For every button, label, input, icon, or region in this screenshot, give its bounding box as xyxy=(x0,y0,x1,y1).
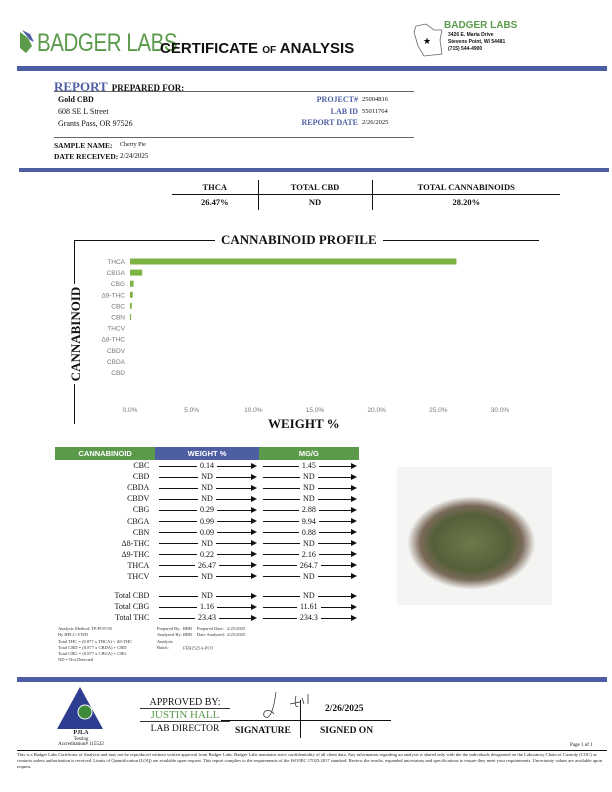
labid-label: LAB ID xyxy=(330,106,358,116)
lab-address1: 3426 E. Maria Drive xyxy=(448,32,494,38)
cannabinoid-name: CBC xyxy=(133,461,150,471)
bar-CBN xyxy=(130,314,131,320)
cannabinoid-name: Δ9-THC xyxy=(121,549,150,559)
sample-name: Cherry Pie xyxy=(120,142,146,148)
weight-value: 1.16 xyxy=(197,602,217,611)
note-line: Total CBD = (0.877 x CBDA) + CBD xyxy=(58,644,127,650)
mg-per-g xyxy=(259,515,359,526)
table-row xyxy=(55,460,359,471)
analyzed-date-label: Date Analyzed: xyxy=(197,632,225,638)
mg-value: ND xyxy=(300,572,318,581)
y-tick-label: CBGA xyxy=(106,270,125,278)
mg-per-g xyxy=(259,590,359,601)
note-line: Total THC = (0.877 x THCA) + Δ9-THC xyxy=(58,638,133,644)
approver-name: JUSTIN HALL xyxy=(140,709,230,722)
weight-percent xyxy=(155,612,258,623)
mg-per-g xyxy=(259,560,359,571)
analyzed-by-label: Analyzed By: xyxy=(157,632,182,638)
testing-text: Testing xyxy=(73,736,89,742)
x-tick-label: 30.0% xyxy=(490,407,510,414)
prepared-date: 2/25/2025 xyxy=(227,626,246,631)
weight-percent xyxy=(155,515,258,526)
y-tick-label: THCV xyxy=(107,325,125,333)
weight-value: ND xyxy=(198,472,216,481)
signed-on-label: SIGNED ON xyxy=(320,726,374,736)
logo-text: BADGER LABS xyxy=(37,29,178,57)
results-table xyxy=(55,447,359,623)
col-header: MG/G xyxy=(298,449,319,458)
mg-value: ND xyxy=(300,494,318,503)
cannabinoid-name: THCV xyxy=(127,571,150,581)
y-tick-label: CBD xyxy=(111,370,125,377)
mg-per-g xyxy=(259,527,359,538)
approved-by-label: APPROVED BY: xyxy=(140,697,230,709)
client-name: Gold CBD xyxy=(58,95,94,104)
note-line: Analysis Method: TP-POT-05 xyxy=(58,626,113,631)
mg-value: 0.88 xyxy=(299,528,319,537)
y-tick-label: CBG xyxy=(110,281,125,289)
divider xyxy=(300,700,301,738)
header-divider xyxy=(17,66,607,71)
footer-divider xyxy=(17,677,607,682)
summary-header: TOTAL CBD xyxy=(258,180,372,194)
mg-value: 264.7 xyxy=(297,561,321,570)
client-address2: Grants Pass, OR 97526 xyxy=(58,119,133,128)
weight-value: ND xyxy=(198,483,216,492)
cannabinoid-name: CBD xyxy=(132,472,150,482)
pjla-logo-icon xyxy=(55,685,105,735)
table-row xyxy=(55,538,359,549)
report-heading: REPORT PREPARED FOR: xyxy=(54,79,185,94)
chart-xlabel: WEIGHT % xyxy=(262,416,346,432)
cannabinoid-name: Δ8-THC xyxy=(121,538,150,548)
mg-value: ND xyxy=(300,483,318,492)
chart-title: CANNABINOID PROFILE xyxy=(215,232,383,248)
weight-percent xyxy=(155,482,258,493)
mg-per-g xyxy=(259,493,359,504)
note-line: ND = Not Detected xyxy=(58,657,94,663)
table-row xyxy=(55,590,359,601)
prepared-date-label: Prepared Date: xyxy=(197,626,224,631)
cannabinoid-name: Total CBD xyxy=(114,591,150,601)
mg-value: 1.45 xyxy=(299,461,319,470)
prepared-by-label: Prepared By: xyxy=(157,626,181,631)
lab-phone: (715) 544-4900 xyxy=(448,46,483,52)
y-tick-label: CBC xyxy=(111,303,125,311)
cannabinoid-name: CBG xyxy=(132,505,150,515)
report-date-label: REPORT DATE xyxy=(301,118,358,127)
report-date: 2/26/2025 xyxy=(362,119,389,126)
summary-header: TOTAL CANNABINOIDS xyxy=(417,181,515,192)
disclaimer: This is a Badger Labs Certificate of Analysis and may not be reproduced without written approval from Badger Labs. Badger Labs maintains strict confidentiality of all client data. Any information regarding an analysis is shared only with the the individuals designated on the Laboratory Chain of Custody (COC) as contacts unless authorization is received. Limits of Quantification (LOQ) are available upon request. This report complies to the requirements of the ISO/IEC 17025:2017 standard. Review the results, expanded uncertainty and specifications to ensure they meet your requirements. Uncertainty values are available upon request. xyxy=(17,752,602,770)
weight-value: ND xyxy=(198,572,216,581)
weight-percent xyxy=(155,590,258,601)
cannabinoid-name: CBN xyxy=(132,527,150,537)
accreditation: Accreditation# 115522 xyxy=(58,742,104,747)
table-row xyxy=(55,471,359,482)
y-tick-label: Δ9-THC xyxy=(101,292,125,300)
note-line: Total CBG = (0.877 x CBGA) + CBG xyxy=(58,651,127,657)
weight-percent xyxy=(155,549,258,560)
y-tick-label: CBDV xyxy=(106,347,125,355)
weight-value: ND xyxy=(198,494,216,503)
table-row xyxy=(55,504,359,515)
weight-value: 23.43 xyxy=(195,613,219,622)
project-label: PROJECT# xyxy=(316,95,358,104)
bar-CBG xyxy=(130,281,134,287)
mg-per-g xyxy=(259,601,359,612)
mg-value: 234.3 xyxy=(297,613,321,622)
approver-role: LAB DIRECTOR xyxy=(150,724,220,734)
mg-value: 9.94 xyxy=(299,517,319,526)
divider xyxy=(17,750,607,751)
weight-percent xyxy=(155,527,258,538)
table-row xyxy=(55,601,359,612)
batch: FEB2525A-POT xyxy=(183,644,214,650)
mg-per-g xyxy=(259,471,359,482)
cannabinoid-name: CBDV xyxy=(127,494,150,504)
sample-name-label: SAMPLE NAME: xyxy=(54,141,113,150)
table-row xyxy=(55,493,359,504)
weight-percent xyxy=(155,493,258,504)
lab-id: 55011764 xyxy=(362,107,388,115)
lab-address2: Stevens Point, WI 54481 xyxy=(448,39,506,45)
table-row xyxy=(55,560,359,571)
y-tick-label: Δ8-THC xyxy=(101,336,125,344)
chart-ylabel: CANNABINOID xyxy=(68,284,84,384)
signature-label: SIGNATURE xyxy=(235,726,291,736)
date-received-label: DATE RECEIVED: xyxy=(54,152,119,161)
weight-value: ND xyxy=(198,539,216,548)
wisconsin-map-icon xyxy=(412,22,446,58)
mg-value: ND xyxy=(300,539,318,548)
divider xyxy=(54,91,414,92)
weight-value: 0.99 xyxy=(197,517,217,526)
weight-percent xyxy=(155,601,258,612)
page-number: Page 1 of 1 xyxy=(570,743,593,748)
logo-icon xyxy=(18,30,34,54)
x-tick-label: 0.0% xyxy=(122,407,138,414)
bar-Δ9-THC xyxy=(130,292,133,298)
cannabinoid-name: Total THC xyxy=(115,613,150,623)
x-tick-label: 5.0% xyxy=(184,407,200,414)
mg-value: ND xyxy=(300,591,318,600)
col-header: CANNABINOID xyxy=(78,449,132,458)
x-tick-label: 10.0% xyxy=(244,407,263,414)
mg-per-g xyxy=(259,612,359,623)
bar-CBC xyxy=(130,303,132,309)
table-row xyxy=(55,571,359,582)
batch-label: Analysis Batch: xyxy=(157,638,173,650)
weight-value: 0.14 xyxy=(197,461,217,470)
analyzed-date: 2/25/2025 xyxy=(227,632,246,638)
weight-value: 26.47 xyxy=(195,561,219,570)
client-address1: 608 SE L Street xyxy=(58,107,109,116)
table-row xyxy=(55,612,359,623)
cannabinoid-name: THCA xyxy=(127,560,150,570)
document-title: CERTIFICATE OF ANALYSIS xyxy=(160,40,355,57)
section-divider xyxy=(19,168,609,172)
table-row xyxy=(55,549,359,560)
mg-value: 11.61 xyxy=(297,602,321,611)
y-tick-label: CBN xyxy=(111,314,125,322)
bar-CBGA xyxy=(130,270,142,276)
mg-value: 2.16 xyxy=(299,550,319,559)
table-row xyxy=(55,482,359,493)
table-row xyxy=(55,515,359,526)
weight-value: 0.29 xyxy=(197,505,217,514)
weight-percent xyxy=(155,504,258,515)
signed-date: 2/26/2025 xyxy=(325,704,364,714)
weight-value: ND xyxy=(198,591,216,600)
signature-line xyxy=(221,720,391,721)
summary-table xyxy=(172,180,560,210)
weight-value: 0.09 xyxy=(197,528,217,537)
sample-photo xyxy=(397,467,552,605)
y-tick-label: CBDA xyxy=(106,358,125,366)
weight-percent xyxy=(155,560,258,571)
cannabinoid-name: Total CBG xyxy=(114,602,150,612)
weight-percent xyxy=(155,571,258,582)
weight-percent xyxy=(155,538,258,549)
mg-per-g xyxy=(259,504,359,515)
summary-header: THCA xyxy=(172,180,258,194)
mg-value: ND xyxy=(300,472,318,481)
cannabinoid-name: CBDA xyxy=(127,483,150,493)
analyzed-by: BRB xyxy=(183,632,193,638)
summary-value: ND xyxy=(258,194,372,210)
mg-per-g xyxy=(259,538,359,549)
weight-percent xyxy=(155,471,258,482)
weight-value: 0.22 xyxy=(197,550,217,559)
divider xyxy=(54,137,414,138)
project-number: 25004816 xyxy=(362,96,388,103)
note-line: By HPLC-VWD xyxy=(58,632,89,638)
mg-value: 2.88 xyxy=(299,505,319,514)
table-row xyxy=(55,527,359,538)
weight-percent xyxy=(155,460,258,471)
cannabinoid-name: CBGA xyxy=(127,516,150,526)
mg-per-g xyxy=(259,549,359,560)
mg-per-g xyxy=(259,460,359,471)
cannabinoid-chart xyxy=(80,252,530,417)
summary-value: 26.47% xyxy=(172,194,258,210)
x-tick-label: 25.0% xyxy=(429,407,448,414)
col-header: WEIGHT % xyxy=(155,447,258,460)
y-tick-label: THCA xyxy=(107,259,125,266)
x-tick-label: 20.0% xyxy=(367,407,386,414)
lab-name: BADGER LABS xyxy=(444,20,518,31)
date-received: 2/24/2025 xyxy=(120,152,149,160)
summary-value: 28.20% xyxy=(452,197,481,208)
mg-per-g xyxy=(259,482,359,493)
pjla-text: PJLA xyxy=(73,730,89,736)
mg-per-g xyxy=(259,571,359,582)
x-tick-label: 15.0% xyxy=(305,407,325,414)
svg-text:★: ★ xyxy=(423,36,432,46)
prepared-by: BRB xyxy=(183,626,193,631)
bar-THCA xyxy=(130,259,456,265)
spacer xyxy=(55,582,359,590)
